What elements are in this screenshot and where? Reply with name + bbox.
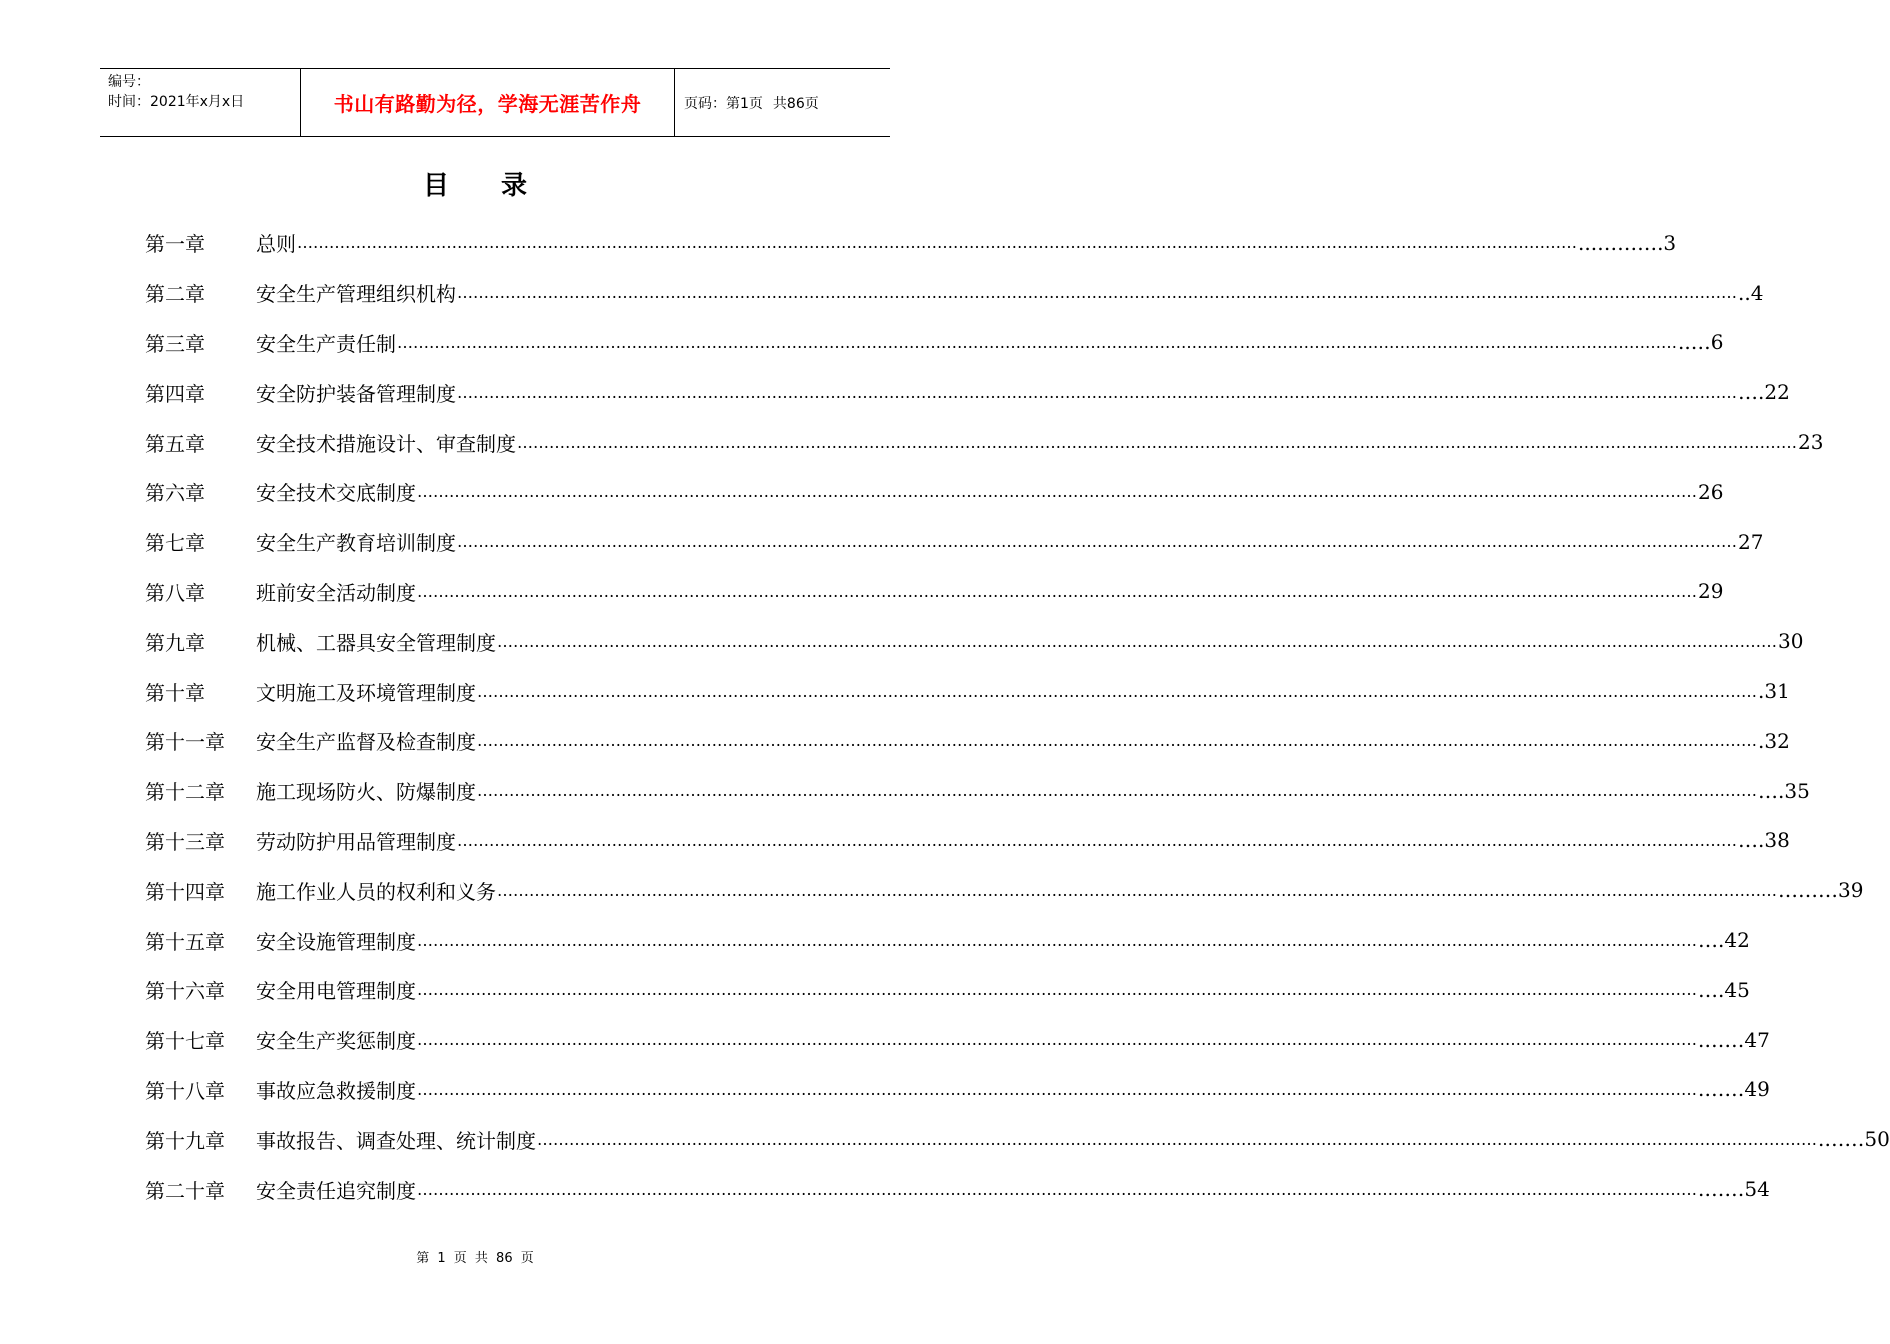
document-time-label: 时间：2021年x月x日 <box>108 94 245 110</box>
toc-chapter-title: 劳动防护用品管理制度 <box>256 829 456 854</box>
toc-leader-dots: …………………………………………………………………………………………………………………………………………………………………………………………………………………… <box>417 980 1697 1000</box>
toc-chapter-label: 第十九章 <box>145 1128 225 1153</box>
toc-row[interactable] <box>145 218 1677 268</box>
toc-row[interactable] <box>145 367 1790 417</box>
toc-chapter-label: 第十七章 <box>145 1029 225 1054</box>
header-motto: 书山有路勤为径，学海无涯苦作舟 <box>301 69 675 136</box>
header-page-info <box>675 69 890 136</box>
toc-leader-dots: …………………………………………………………………………………………………………………………………………………………………………………………………………………… <box>457 532 1737 552</box>
toc-chapter-label: 第三章 <box>145 331 205 356</box>
toc-chapter-label: 第八章 <box>145 580 205 605</box>
title-char-1: 目 <box>422 171 449 201</box>
toc-chapter-label: 第七章 <box>145 531 205 556</box>
toc-page-number: ….42 <box>1698 928 1750 953</box>
toc-chapter-label: 第十三章 <box>145 829 225 854</box>
toc-leader-dots: …………………………………………………………………………………………………………………………………………………………………………………………………………………… <box>517 432 1797 452</box>
toc-chapter-label: 第十八章 <box>145 1078 225 1103</box>
toc-row[interactable] <box>145 915 1750 965</box>
toc-chapter-label: 第十二章 <box>145 780 225 805</box>
toc-chapter-title: 事故报告、调查处理、统计制度 <box>256 1128 536 1153</box>
toc-row[interactable] <box>145 268 1764 318</box>
toc-page-number: ...……….3 <box>1578 230 1677 255</box>
toc-chapter-label: 第六章 <box>145 481 205 506</box>
toc-chapter-label: 第一章 <box>145 232 205 257</box>
toc-row[interactable] <box>145 417 1824 467</box>
toc-page-number: ..4 <box>1738 280 1764 305</box>
toc-leader-dots: …………………………………………………………………………………………………………………………………………………………………………………………………………………… <box>417 482 1697 502</box>
toc-leader-dots: …………………………………………………………………………………………………………………………………………………………………………………………………………………… <box>477 681 1757 701</box>
toc-chapter-title: 安全技术措施设计、审查制度 <box>256 431 516 456</box>
toc-chapter-title: 安全生产管理组织机构 <box>256 282 456 307</box>
table-of-contents <box>145 218 1890 1214</box>
toc-leader-dots: …………………………………………………………………………………………………………………………………………………………………………………………………………………… <box>497 631 1777 651</box>
toc-row[interactable] <box>145 816 1790 866</box>
toc-page-number: .……54 <box>1698 1177 1770 1202</box>
toc-leader-dots: …………………………………………………………………………………………………………………………………………………………………………………………………………………… <box>417 1179 1697 1199</box>
toc-chapter-title: 安全设施管理制度 <box>256 929 416 954</box>
toc-chapter-title: 文明施工及环境管理制度 <box>256 680 476 705</box>
toc-row[interactable] <box>145 616 1804 666</box>
toc-leader-dots: …………………………………………………………………………………………………………………………………………………………………………………………………………………… <box>417 930 1697 950</box>
toc-leader-dots: …………………………………………………………………………………………………………………………………………………………………………………………………………………… <box>477 781 1757 801</box>
toc-row[interactable] <box>145 1164 1770 1214</box>
toc-leader-dots: …………………………………………………………………………………………………………………………………………………………………………………………………………………… <box>417 1030 1697 1050</box>
toc-chapter-title: 总则 <box>256 232 296 257</box>
toc-row[interactable] <box>145 666 1790 716</box>
toc-page-number: .……50 <box>1818 1127 1890 1152</box>
toc-page-number: ………39 <box>1778 878 1864 903</box>
toc-page-number: ….38 <box>1738 828 1790 853</box>
toc-chapter-title: 机械、工器具安全管理制度 <box>256 630 496 655</box>
toc-chapter-title: 班前安全活动制度 <box>256 580 416 605</box>
toc-chapter-label: 第十五章 <box>145 929 225 954</box>
toc-leader-dots: …………………………………………………………………………………………………………………………………………………………………………………………………………………… <box>457 382 1737 402</box>
toc-leader-dots: …………………………………………………………………………………………………………………………………………………………………………………………………………………… <box>477 731 1757 751</box>
toc-row[interactable] <box>145 965 1750 1015</box>
toc-leader-dots: …………………………………………………………………………………………………………………………………………………………………………………………………………………… <box>497 880 1777 900</box>
toc-chapter-label: 第五章 <box>145 431 205 456</box>
header-total-label: 共86页 <box>772 95 819 112</box>
toc-row[interactable] <box>145 766 1810 816</box>
toc-row[interactable] <box>145 1065 1770 1115</box>
toc-page-number: 26 <box>1698 479 1724 504</box>
toc-chapter-label: 第二章 <box>145 282 205 307</box>
toc-page-number: 29 <box>1698 579 1724 604</box>
toc-leader-dots: …………………………………………………………………………………………………………………………………………………………………………………………………………………… <box>417 581 1697 601</box>
toc-page-number: .32 <box>1758 728 1790 753</box>
toc-page-number: 27 <box>1738 529 1764 554</box>
toc-chapter-title: 安全防护装备管理制度 <box>256 381 456 406</box>
document-number-label: 编号： <box>108 74 150 90</box>
toc-page-number: ….45 <box>1698 977 1750 1002</box>
toc-leader-dots: …………………………………………………………………………………………………………………………………………………………………………………………………………………… <box>537 1129 1817 1149</box>
title-char-2: 录 <box>501 171 528 201</box>
toc-leader-dots: …………………………………………………………………………………………………………………………………………………………………………………………………………………… <box>457 830 1737 850</box>
toc-chapter-title: 事故应急救援制度 <box>256 1078 416 1103</box>
toc-chapter-title: 安全生产教育培训制度 <box>256 531 456 556</box>
toc-row[interactable] <box>145 716 1790 766</box>
toc-chapter-label: 第四章 <box>145 381 205 406</box>
toc-chapter-title: 安全技术交底制度 <box>256 481 416 506</box>
toc-page-number: ….35 <box>1758 778 1810 803</box>
toc-row[interactable] <box>145 318 1724 368</box>
toc-chapter-title: 安全责任追究制度 <box>256 1178 416 1203</box>
toc-page-number: 23 <box>1798 430 1824 455</box>
toc-chapter-label: 第二十章 <box>145 1178 225 1203</box>
toc-chapter-title: 施工作业人员的权利和义务 <box>256 879 496 904</box>
toc-leader-dots: …………………………………………………………………………………………………………………………………………………………………………………………………………………… <box>397 332 1677 352</box>
header-meta <box>100 69 301 136</box>
toc-page-number: ..…6 <box>1678 330 1724 355</box>
toc-leader-dots: …………………………………………………………………………………………………………………………………………………………………………………………………………………… <box>297 233 1577 253</box>
toc-leader-dots: …………………………………………………………………………………………………………………………………………………………………………………………………………………… <box>457 283 1737 303</box>
toc-chapter-label: 第十章 <box>145 680 205 705</box>
toc-row[interactable] <box>145 517 1764 567</box>
toc-page-number: .31 <box>1758 679 1790 704</box>
toc-page-number: ….22 <box>1738 380 1790 405</box>
toc-chapter-title: 安全生产监督及检查制度 <box>256 730 476 755</box>
header-page-label: 页码：第1页 <box>684 95 763 112</box>
toc-leader-dots: …………………………………………………………………………………………………………………………………………………………………………………………………………………… <box>417 1079 1697 1099</box>
toc-row[interactable] <box>145 1114 1890 1164</box>
page-title <box>0 165 950 202</box>
toc-chapter-label: 第十四章 <box>145 879 225 904</box>
toc-chapter-title: 安全生产责任制 <box>256 331 396 356</box>
toc-chapter-title: 安全用电管理制度 <box>256 979 416 1004</box>
toc-chapter-title: 施工现场防火、防爆制度 <box>256 780 476 805</box>
toc-chapter-label: 第九章 <box>145 630 205 655</box>
toc-row[interactable] <box>145 567 1724 617</box>
toc-page-number: .……47 <box>1698 1027 1770 1052</box>
toc-chapter-title: 安全生产奖惩制度 <box>256 1029 416 1054</box>
page-footer: 第 1 页 共 86 页 <box>416 1251 534 1266</box>
toc-row[interactable] <box>145 1015 1770 1065</box>
toc-page-number: .……49 <box>1698 1077 1770 1102</box>
toc-chapter-label: 第十一章 <box>145 730 225 755</box>
toc-row[interactable] <box>145 865 1864 915</box>
document-header <box>100 68 890 137</box>
toc-row[interactable] <box>145 467 1724 517</box>
toc-page-number: 30 <box>1778 629 1804 654</box>
toc-chapter-label: 第十六章 <box>145 979 225 1004</box>
